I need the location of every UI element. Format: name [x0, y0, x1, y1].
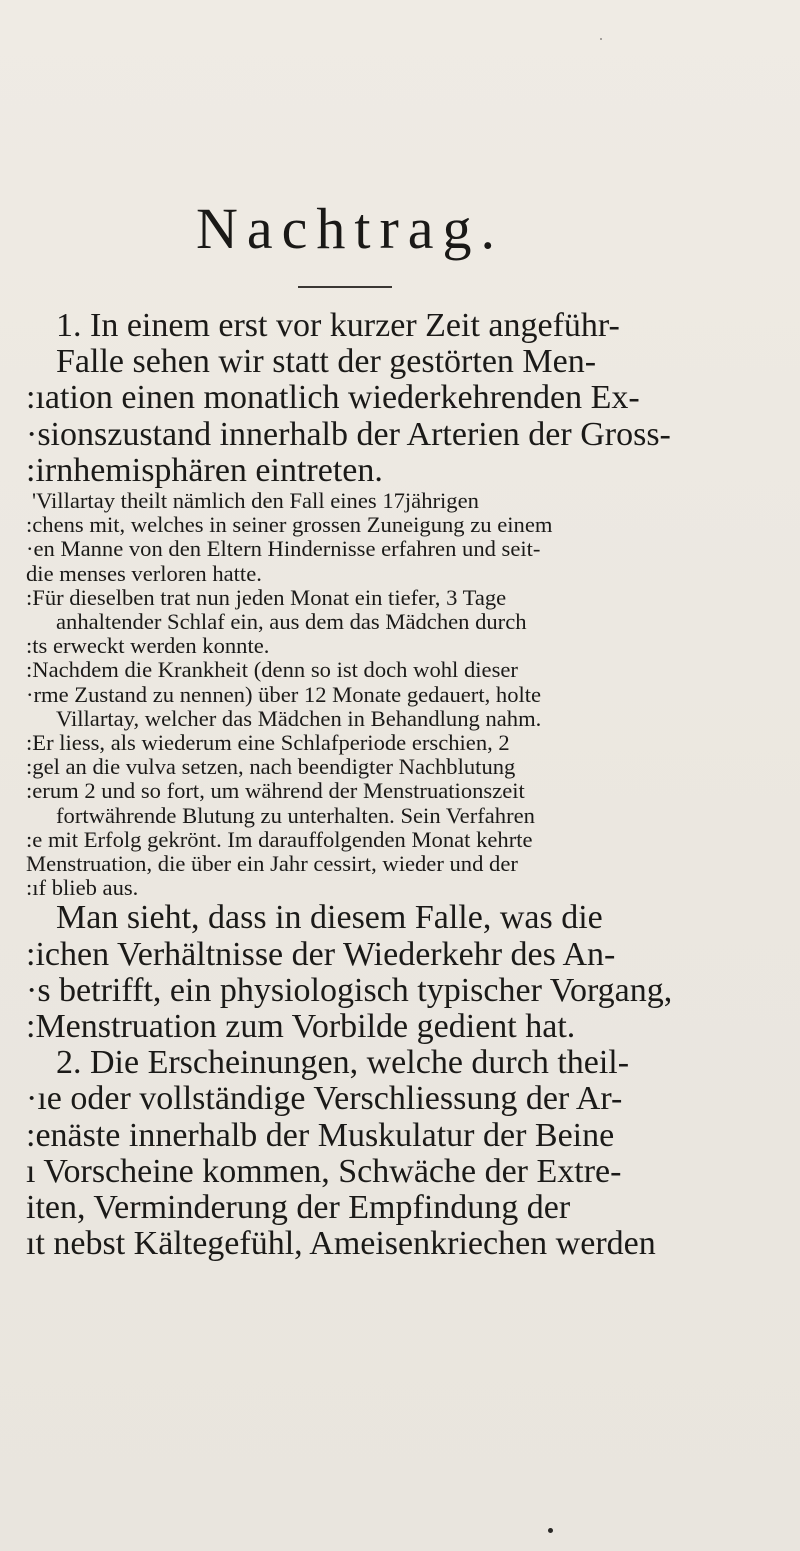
text-line: 1. In einem erst vor kurzer Zeit angeführ-: [56, 308, 620, 344]
text-line: :erum 2 und so fort, um während der Menstruationszeit: [26, 779, 525, 804]
text-line: :ıf blieb aus.: [26, 876, 139, 901]
text-line: ·rme Zustand zu nennen) über 12 Monate gedauert, holte: [26, 682, 542, 707]
ink-speck: [548, 1528, 553, 1533]
page-title: Nachtrag.: [195, 196, 505, 261]
text-line: iten, Verminderung der Empfindung der: [26, 1190, 571, 1227]
text-line: :Nachdem die Krankheit (denn so ist doch wohl dieser: [26, 658, 518, 683]
text-line: 'Villartay theilt nämlich den Fall eines 17jährigen: [32, 489, 479, 514]
text-line: :chens mit, welches in seiner grossen Zuneigung zu einem: [26, 513, 553, 538]
text-line: anhaltender Schlaf ein, aus dem das Mädchen durch: [56, 610, 527, 635]
text-line: ·en Manne von den Eltern Hindernisse erfahren und seit-: [26, 537, 541, 562]
text-line: die menses verloren hatte.: [26, 561, 262, 586]
text-line: ·ıe oder vollständige Verschliessung der Ar-: [26, 1081, 623, 1118]
text-line: :ichen Verhältnisse der Wiederkehr des An-: [26, 936, 616, 973]
title-rule: [298, 286, 392, 288]
text-line: :ıation einen monatlich wiederkehrenden Ex-: [26, 380, 640, 417]
text-line: ıt nebst Kältegefühl, Ameisenkriechen werden: [26, 1226, 656, 1263]
text-line: :ts erweckt werden konnte.: [26, 634, 270, 659]
ink-speck: [600, 38, 602, 40]
text-line: Man sieht, dass in diesem Falle, was die: [56, 900, 603, 937]
text-line: :gel an die vulva setzen, nach beendigter Nachblutung: [26, 755, 516, 780]
text-line: :e mit Erfolg gekrönt. Im darauffolgenden Monat kehrte: [26, 827, 533, 852]
text-line: ·sionszustand innerhalb der Arterien der Gross-: [26, 416, 671, 453]
text-line: :Er liess, als wiederum eine Schlafperiode erschien, 2: [26, 731, 510, 756]
text-line: :irnhemisphären eintreten.: [26, 452, 383, 489]
body-text: [20, 308, 785, 1263]
text-line: 2. Die Erscheinungen, welche durch theil-: [56, 1045, 630, 1082]
text-line: :enäste innerhalb der Muskulatur der Beine: [26, 1117, 615, 1154]
text-line: ·s betrifft, ein physiologisch typischer Vorgang,: [26, 972, 673, 1009]
text-line: ı Vorscheine kommen, Schwäche der Extre-: [26, 1153, 622, 1190]
text-line: :Menstruation zum Vorbilde gedient hat.: [26, 1009, 576, 1046]
text-line: fortwährende Blutung zu unterhalten. Sein Verfahren: [56, 803, 535, 828]
text-line: Falle sehen wir statt der gestörten Men-: [56, 344, 597, 381]
text-line: :Für dieselben trat nun jeden Monat ein tiefer, 3 Tage: [26, 585, 507, 610]
text-line: Menstruation, die über ein Jahr cessirt, wieder und der: [26, 852, 518, 877]
text-line: Villartay, welcher das Mädchen in Behandlung nahm.: [56, 706, 542, 731]
